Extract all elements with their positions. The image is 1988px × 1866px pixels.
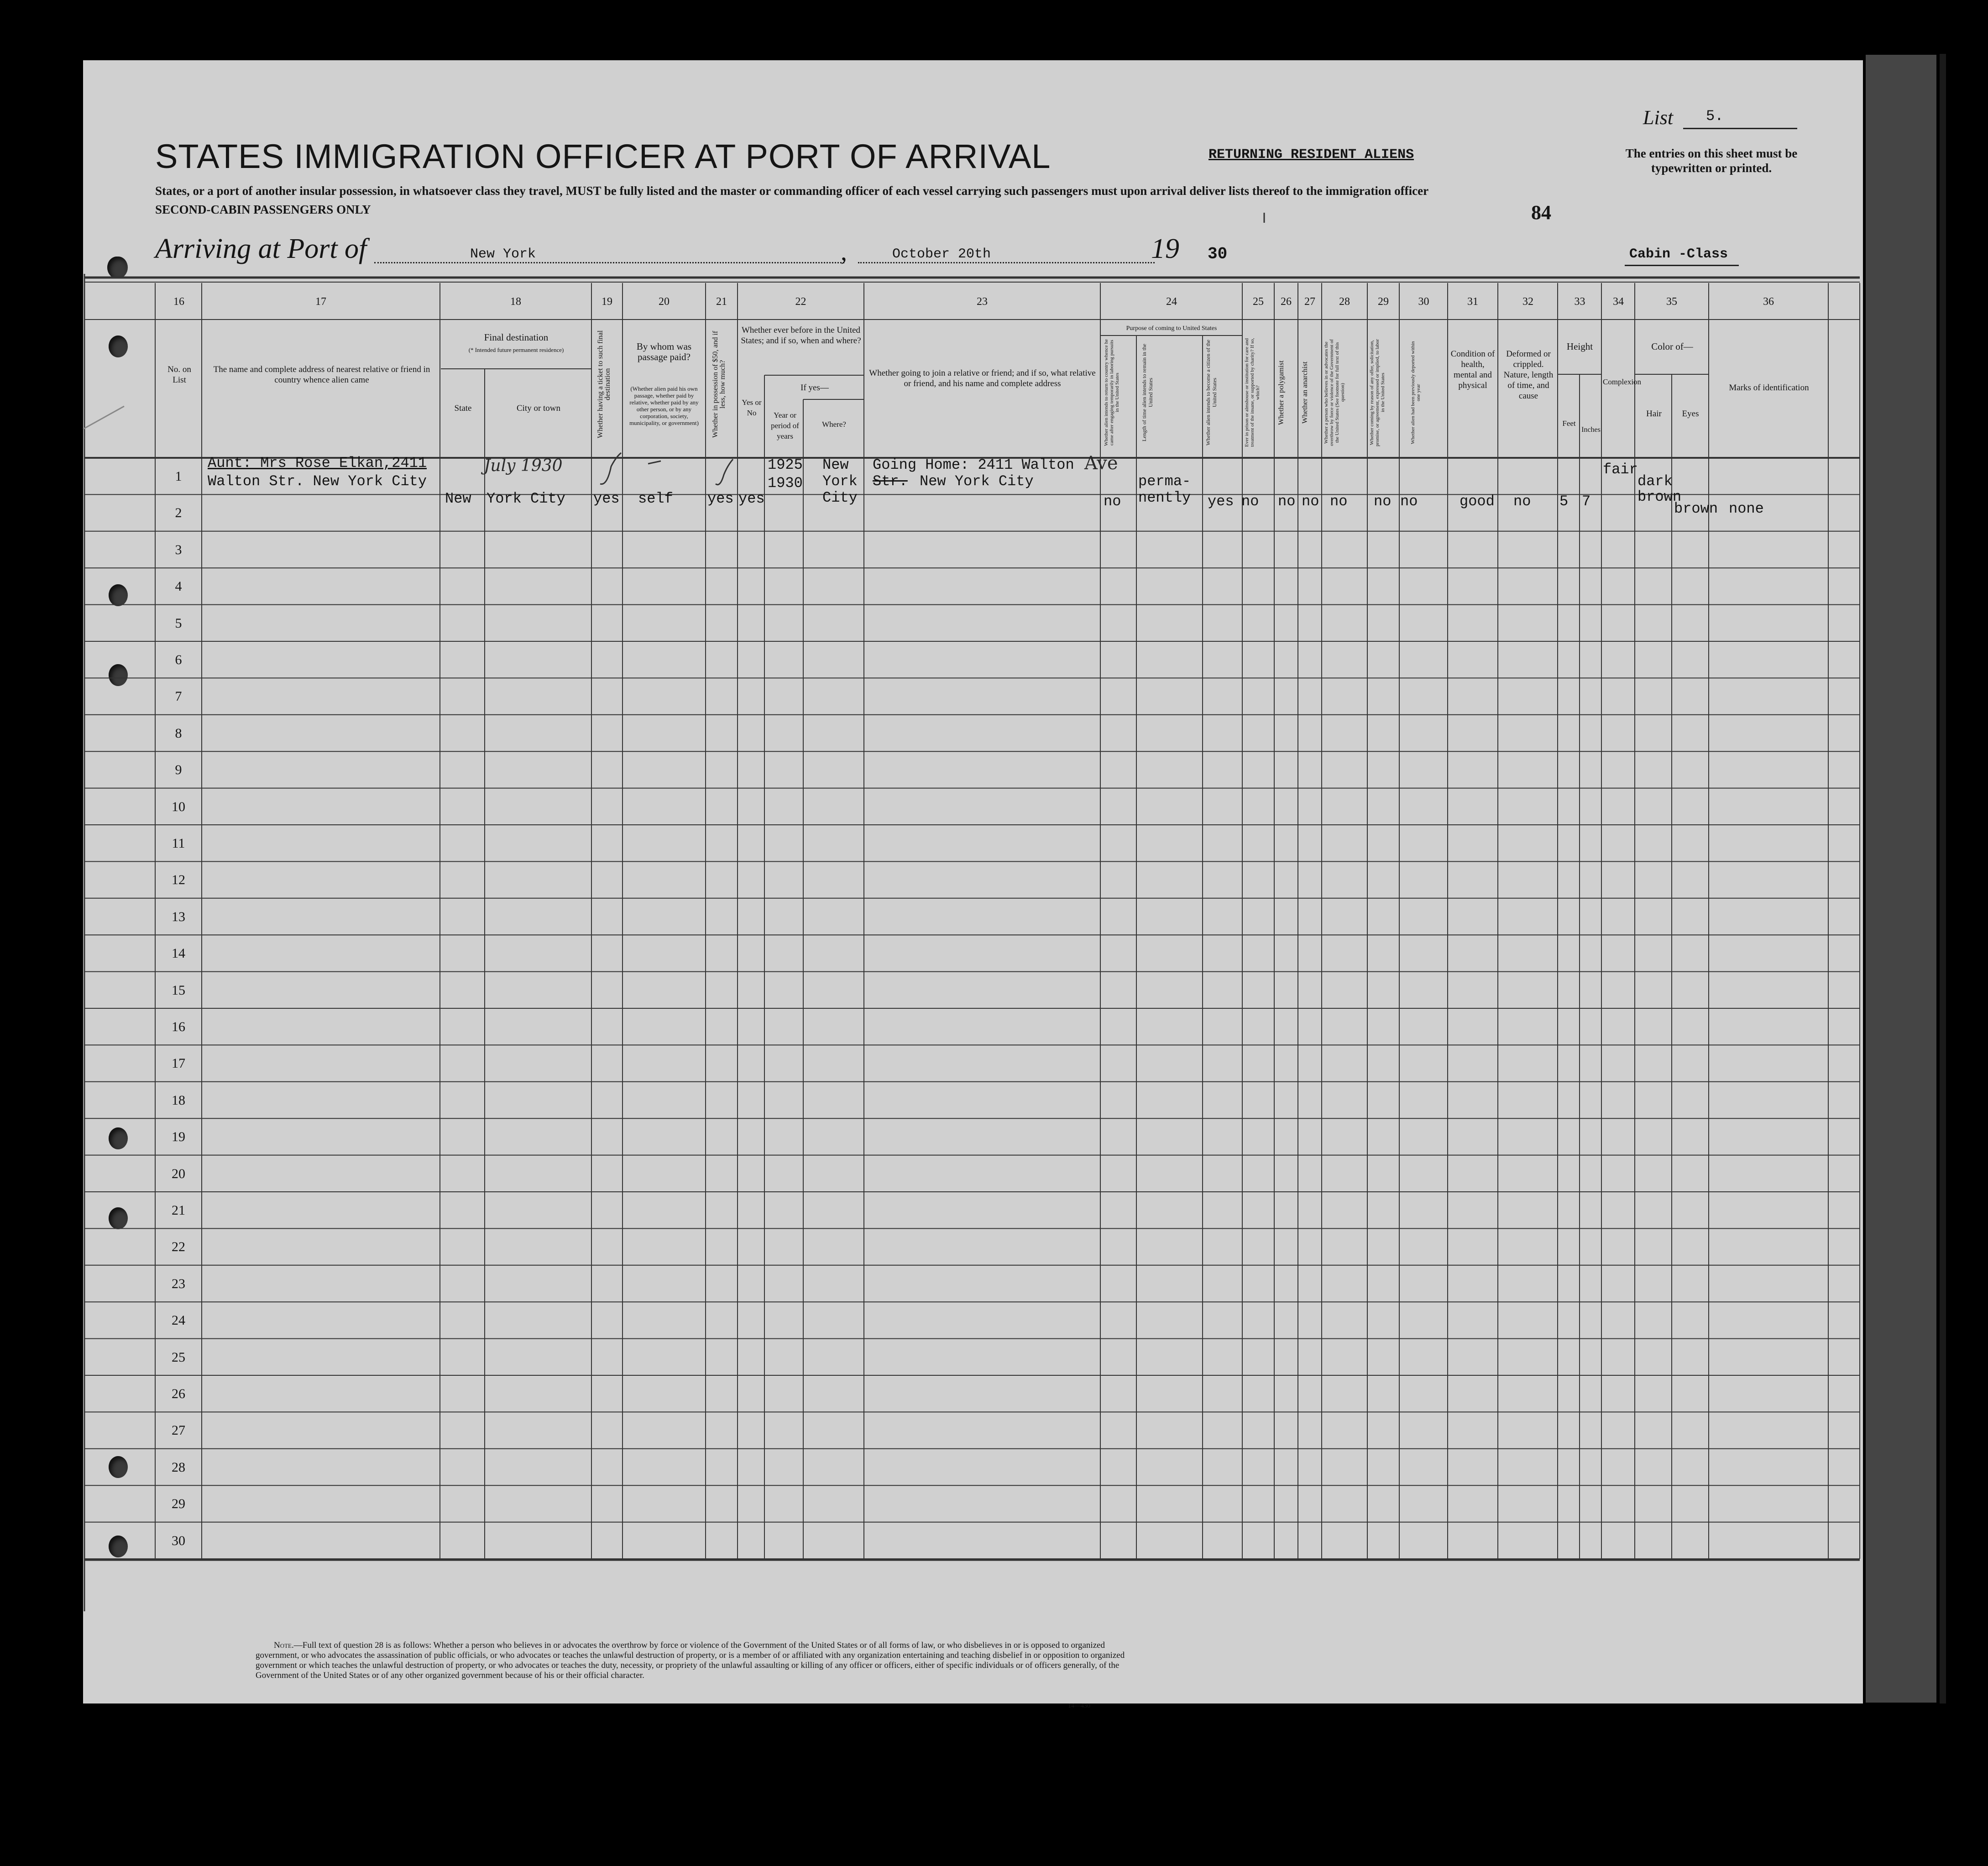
row-number: 20: [172, 1166, 185, 1181]
head-deformed: Deformed or crippled. Nature, length of time, and cause: [1503, 349, 1554, 401]
col-num-36: 36: [1763, 296, 1774, 308]
joining-handwritten: Ave: [1084, 453, 1118, 474]
row-number: 12: [172, 872, 185, 888]
arriving-label: Arriving at Port of: [155, 233, 367, 264]
col-num-24: 24: [1166, 296, 1177, 308]
row-number: 26: [172, 1386, 185, 1401]
head-marks: Marks of identification: [1729, 383, 1809, 393]
port-value: New York: [470, 246, 536, 262]
health-value: good: [1460, 493, 1495, 510]
length-line-2: nently: [1138, 489, 1191, 506]
hair-line-1: dark: [1637, 473, 1673, 490]
head-feet: Feet: [1562, 419, 1576, 428]
col-num-30: 30: [1418, 296, 1429, 308]
head-height: Height: [1566, 341, 1593, 352]
head-ever-before: Whether ever before in the United States; and if so, when and where?: [741, 325, 861, 346]
where-line-1: New: [822, 456, 849, 473]
form-number: 14—430: [1068, 1703, 1090, 1709]
head-anarchist: Whether an anarchist: [1301, 362, 1309, 424]
date-value: October 20th: [892, 246, 991, 262]
row-number: 22: [172, 1239, 185, 1255]
second-cabin-label: SECOND-CABIN PASSENGERS ONLY: [155, 203, 371, 216]
row-number: 19: [172, 1129, 185, 1145]
footnote-text: —Full text of question 28 is as follows: Whether a person who believes in or advocates the overthrow by force or violence of the Government of the United States or of all forms of law, or who disbelieves in or is opposed to organized government, or who advocates the assassination of public officials, or who advocates or teaches the unlawful destruction of property, or is a member of or affiliated with any organization entertaining and teaching disbelief in or opposition to organized government or which teaches the unlawful destruction of property, or who advocates or teaches the duty, necessity, or propriety of the unlawful assaulting or killing of any officer or officers, either of specific individuals or of officers generally, of the Government of the United States or of any other organized government because of his or their official character.: [256, 1641, 1125, 1680]
row-number: 11: [172, 836, 185, 851]
return-temp-value: no: [1104, 493, 1121, 510]
row-number: 4: [175, 579, 182, 594]
length-line-1: perma-: [1138, 473, 1191, 490]
money-value: yes: [707, 490, 734, 507]
handwritten-date: July 1930: [484, 456, 563, 475]
page-number: 84: [1531, 201, 1551, 224]
check-mark: [716, 459, 733, 485]
typewritten-note: The entries on this sheet must be typewritten or printed.: [1625, 147, 1798, 175]
ticket-value: yes: [593, 490, 620, 507]
row-number: 5: [175, 615, 182, 631]
col-num-22: 22: [795, 296, 806, 308]
head-hair: Hair: [1646, 409, 1662, 419]
comma: ,: [841, 238, 847, 266]
deported-value: no: [1400, 493, 1418, 510]
years-line-2: 1930: [768, 475, 803, 492]
col-num-34: 34: [1613, 296, 1624, 308]
col-num-26: 26: [1281, 296, 1292, 308]
row-number: 10: [172, 799, 185, 814]
row-number: 21: [172, 1203, 185, 1218]
ever-before-value: yes: [738, 490, 765, 507]
row-number: 6: [175, 652, 182, 667]
head-eyes: Eyes: [1682, 409, 1699, 419]
row-number: 3: [175, 542, 182, 557]
col-num-21: 21: [716, 296, 727, 308]
head-no-on-list: No. on List: [167, 365, 191, 385]
year-suffix: 30: [1208, 245, 1228, 263]
pen-dash: [648, 461, 661, 464]
row-number: 28: [172, 1459, 185, 1475]
col-num-32: 32: [1522, 296, 1533, 308]
height-inches: 7: [1582, 493, 1591, 510]
head-going-to-join: Whether going to join a relative or friend; and if so, what relative or friend, and his name and complete address: [869, 368, 1096, 388]
head-labor-offer: Whether coming by reason of any offer, solicitation, promise, or agreement, expressed or implied, to labor in the United States: [1369, 339, 1386, 446]
head-purpose-return: Whether alien intends to return to country whence he came after engaging temporarily in laboring pursuits in the United States: [1104, 339, 1120, 446]
stray-line: [83, 406, 124, 429]
head-health: Condition of health, mental and physical: [1450, 349, 1495, 390]
overthrow-value: no: [1330, 493, 1348, 510]
row-number: 27: [172, 1423, 185, 1438]
head-city: City or town: [516, 404, 561, 413]
relative-line-1: Aunt: Mrs Rose Elkan,2411: [208, 455, 427, 472]
head-passage-paid-note: (Whether alien paid his own passage, whether paid by relative, whether paid by any other person, or by any corporation, society, municipality, or government): [629, 385, 699, 426]
check-mark: [600, 453, 621, 484]
head-where: Where?: [822, 420, 846, 429]
joining-line-2: New York City: [920, 473, 1034, 490]
hair-line-2: brown: [1637, 488, 1682, 505]
row-number: 18: [172, 1092, 185, 1108]
col-num-31: 31: [1467, 296, 1478, 308]
row-number: 23: [172, 1276, 185, 1291]
head-if-yes: If yes—: [800, 383, 829, 393]
head-color-of: Color of—: [1651, 341, 1693, 352]
row-number: 7: [175, 689, 182, 704]
col-num-23: 23: [977, 296, 988, 308]
row-number: 9: [175, 762, 182, 778]
col-num-29: 29: [1378, 296, 1389, 308]
eyes-value: brown: [1674, 500, 1718, 517]
head-nearest-relative: The name and complete address of nearest relative or friend in country whence alien came: [213, 365, 430, 385]
head-prison: Ever in prison or almshouse or institution for care and treatment of the insane, or supported by charity? If so, which?: [1244, 338, 1261, 447]
row-number: 25: [172, 1349, 185, 1365]
col-num-18: 18: [510, 296, 521, 308]
head-overthrow: Whether a person who believes in or advocates the overthrow by force or violence of the Government of the United States (See footnote for full text of this question): [1324, 339, 1345, 446]
city-value: York City: [487, 490, 565, 507]
polygamist-value: no: [1278, 493, 1296, 510]
class-value: Cabin -Class: [1629, 246, 1728, 262]
col-num-16: 16: [173, 296, 184, 308]
form-title: STATES IMMIGRATION OFFICER AT PORT OF ARRIVAL: [155, 137, 1051, 175]
years-line-1: 1925: [768, 456, 803, 473]
head-length-of-time: Length of time alien intends to remain in the United States: [1141, 344, 1154, 441]
col-num-35: 35: [1666, 296, 1677, 308]
head-polygamist: Whether a polygamist: [1277, 360, 1285, 425]
head-fifty-dollars: Whether in possession of $50, and if less, how much?: [711, 330, 727, 438]
row-number: 1: [175, 469, 182, 484]
relative-line-2: Walton Str. New York City: [208, 473, 427, 490]
deformed-value: no: [1513, 493, 1531, 510]
col-num-17: 17: [315, 296, 326, 308]
col-num-33: 33: [1574, 296, 1585, 308]
labor-offer-value: no: [1374, 493, 1392, 510]
col-num-19: 19: [602, 296, 612, 308]
where-line-3: City: [822, 489, 858, 506]
head-purpose: Purpose of coming to United States: [1126, 325, 1217, 332]
list-number: 5.: [1706, 108, 1724, 125]
joining-strike: Str.: [873, 473, 908, 490]
head-intends-citizen: Whether alien intends to become a citizen of the United States: [1205, 340, 1218, 446]
head-passage-paid: By whom was passage paid?: [636, 341, 692, 362]
row-number: 13: [172, 909, 185, 924]
row-number: 15: [172, 982, 185, 998]
row-number: 2: [175, 505, 182, 521]
footnote-label: Note.: [274, 1641, 294, 1650]
citizen-value: yes: [1208, 493, 1234, 510]
height-feet: 5: [1559, 493, 1569, 510]
head-state: State: [454, 404, 472, 413]
row-number: 29: [172, 1496, 185, 1512]
row-number: 16: [172, 1019, 185, 1034]
list-label: List: [1643, 106, 1674, 129]
prison-value: no: [1241, 493, 1259, 510]
joining-line-1: Going Home: 2411 Walton: [873, 456, 1074, 473]
row-number: 24: [172, 1313, 185, 1328]
complexion-value: fair: [1603, 461, 1638, 478]
marks-value: none: [1729, 500, 1764, 517]
row-number: 8: [175, 725, 182, 741]
col-num-25: 25: [1253, 296, 1264, 308]
head-yes-or-no: Yes or No: [742, 398, 762, 417]
returning-residents-label: RETURNING RESIDENT ALIENS: [1208, 147, 1414, 162]
paid-by-value: self: [638, 490, 673, 507]
instruction-text: States, or a port of another insular possession, in whatsoever class they travel, MUST be fully listed and the master or commanding officer of each vessel carrying such passengers must upon arrival deliver lists thereof to the immigration officer: [155, 184, 1429, 198]
head-inches: Inches: [1581, 426, 1601, 434]
col-num-27: 27: [1304, 296, 1315, 308]
state-value: New: [445, 490, 471, 507]
head-complexion: Complexion: [1603, 377, 1642, 386]
anarchist-value: no: [1302, 493, 1319, 510]
head-deported: Whether alien had been previously deported within one year: [1410, 341, 1421, 444]
head-final-destination-note: (* Intended future permanent residence): [468, 346, 564, 353]
head-final-destination: Final destination: [484, 332, 549, 343]
where-line-2: York: [822, 473, 858, 490]
col-num-28: 28: [1339, 296, 1350, 308]
col-num-20: 20: [659, 296, 670, 308]
head-ticket: Whether having a ticket to such final destination: [596, 330, 612, 439]
row-number: 14: [172, 946, 185, 961]
row-number: 17: [172, 1056, 185, 1071]
footnote: [256, 1641, 1136, 1681]
year-prefix: 19: [1151, 233, 1179, 264]
head-year-period: Year or period of years: [771, 411, 799, 440]
row-number: 30: [172, 1533, 185, 1548]
